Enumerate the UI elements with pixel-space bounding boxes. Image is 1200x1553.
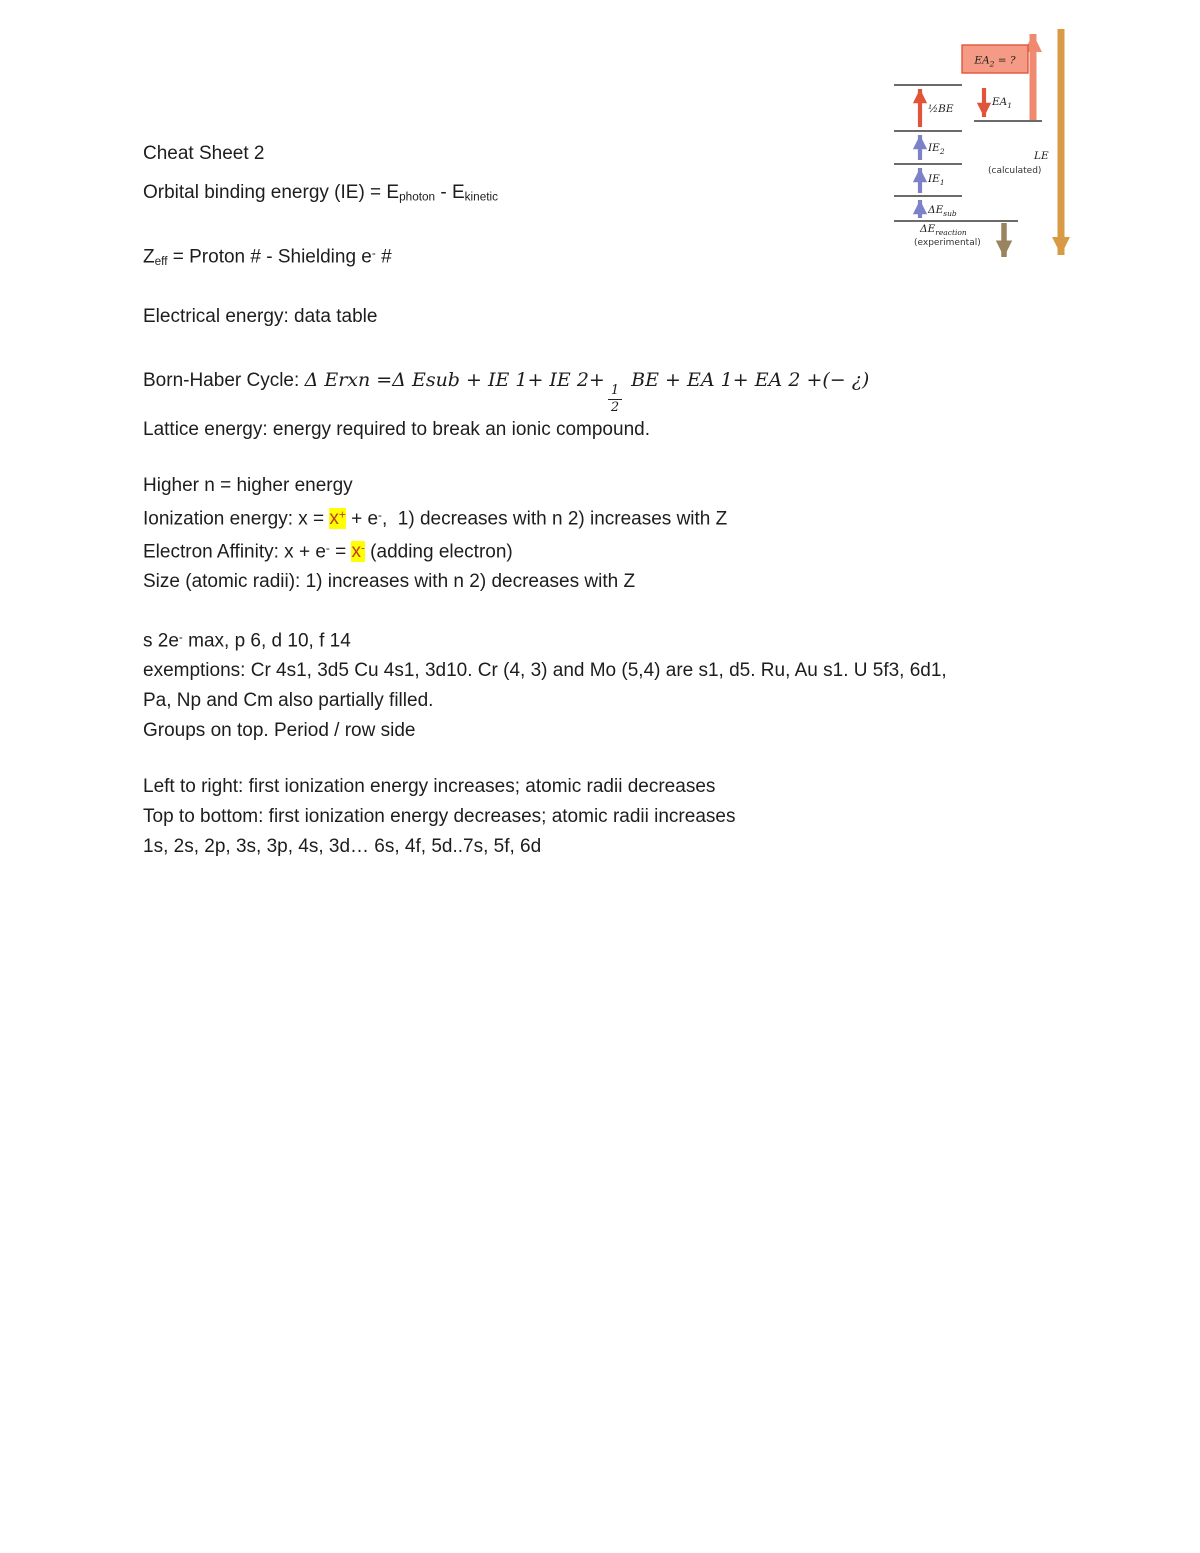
ea2-base: EA <box>974 54 990 67</box>
de-reaction-subscript: reaction <box>935 228 967 237</box>
le-label: LE <box>1034 150 1049 162</box>
zeff-end: # <box>375 245 392 267</box>
highlighted-anion <box>351 541 364 562</box>
highlighted-cation <box>329 508 345 529</box>
ionization-energy-line <box>143 502 1078 532</box>
ea2-question-label <box>973 55 1016 69</box>
fraction-denominator: 2 <box>610 399 620 415</box>
electrical-text: Electrical energy: data table <box>143 306 378 328</box>
de-sub-subscript: sub <box>943 209 957 218</box>
ea1-label <box>991 96 1012 110</box>
zeff-subscript: eff <box>154 254 168 268</box>
ionization-mid: + e <box>345 507 379 529</box>
s-block-electron-charge: - <box>178 631 183 645</box>
ie1-subscript: 1 <box>939 178 945 187</box>
calculated-label: (calculated) <box>988 166 1042 176</box>
born-haber-math-pre: Δ Erxn =Δ Esub + IE 1+ IE 2+ <box>304 369 605 392</box>
ie2-subscript: 2 <box>939 147 945 156</box>
top-bottom-text: Top to bottom: first ionization energy decreases; atomic radii increases <box>143 806 736 828</box>
orbital-sub-photon: photon <box>399 190 436 204</box>
ie2-base: IE <box>928 142 940 154</box>
orbital-pre: Orbital binding energy (IE) = E <box>143 182 400 203</box>
cation-base: x <box>329 507 339 529</box>
ionization-end: , 1) decreases with n 2) increases with Z <box>381 507 728 529</box>
title-text: Cheat Sheet 2 <box>143 143 265 164</box>
ea-pre: Electron Affinity: x + e <box>143 541 326 563</box>
anion-base: x <box>351 541 361 563</box>
page-title <box>143 140 1078 167</box>
document-content <box>143 140 1078 863</box>
ie1-base: IE <box>928 173 940 185</box>
ea1-subscript: 1 <box>1007 101 1013 110</box>
ea-electron-charge: - <box>325 541 330 555</box>
left-right-text: Left to right: first ionization energy increases; atomic radii decreases <box>143 776 716 798</box>
electrical-energy-line <box>143 303 1078 330</box>
orbital-mid: - E <box>435 182 465 203</box>
exemptions-line-1 <box>143 657 1078 684</box>
spacer <box>143 277 1078 303</box>
groups-periods-line <box>143 717 1078 744</box>
zeff-mid: = Proton # - Shielding e <box>167 245 372 267</box>
born-haber-math-post: BE + EA 1+ EA 2 +(− ¿) <box>625 369 870 392</box>
de-sub-base: ΔE <box>928 204 944 216</box>
size-text: Size (atomic radii): 1) increases with n 2) decreases with Z <box>143 571 636 593</box>
ea-end: (adding electron) <box>364 541 513 563</box>
s-block-pre: s 2e <box>143 630 179 652</box>
ionization-pre: Ionization energy: x = <box>143 507 330 529</box>
left-to-right-line <box>143 773 1078 800</box>
lattice-energy-line <box>143 416 1078 443</box>
experimental-label: (experimental) <box>914 238 981 248</box>
lattice-text: Lattice energy: energy required to break an ionic compound. <box>143 418 650 440</box>
born-haber-line <box>143 359 1078 414</box>
spacer <box>143 214 1078 240</box>
half-be-label: ½BE <box>928 103 954 115</box>
top-to-bottom-line <box>143 803 1078 830</box>
groups-text: Groups on top. Period / row side <box>143 720 416 742</box>
exemptions-text-1: exemptions: Cr 4s1, 3d5 Cu 4s1, 3d10. Cr (4, 3) and Mo (5,4) are s1, d5. Ru, Au s1. U 5f3, 6d1, <box>143 660 947 682</box>
born-haber-label: Born-Haber Cycle: <box>143 370 305 392</box>
fraction-numerator: 1 <box>608 384 622 400</box>
orbital-binding-line <box>143 179 1078 211</box>
fraction <box>608 384 622 414</box>
higher-n-text: Higher n = higher energy <box>143 474 353 496</box>
spacer <box>143 598 1078 624</box>
orbital-order-text: 1s, 2s, 2p, 3s, 3p, 4s, 3d… 6s, 4f, 5d..7s, 5f, 6d <box>143 836 542 858</box>
de-reaction-base: ΔE <box>920 223 936 235</box>
orbital-fill-order-line <box>143 833 1078 860</box>
spacer <box>143 446 1078 472</box>
spacer <box>143 333 1078 359</box>
atomic-radii-line <box>143 568 1078 595</box>
electron-affinity-line <box>143 535 1078 565</box>
s-block-line <box>143 624 1078 654</box>
ea-mid: = <box>329 541 352 563</box>
spacer <box>143 747 1078 773</box>
exemptions-text-2: Pa, Np and Cm also partially filled. <box>143 690 434 712</box>
exemptions-line-2 <box>143 687 1078 714</box>
ea2-subscript: 2 <box>989 59 995 69</box>
orbital-sub-kinetic: kinetic <box>464 190 499 204</box>
zeff-sup: - <box>371 246 376 260</box>
cation-charge: + <box>338 508 346 522</box>
s-block-end: max, p 6, d 10, f 14 <box>182 630 351 652</box>
anion-charge: - <box>360 541 365 555</box>
ea2-rest: = ? <box>994 54 1016 67</box>
ea1-base: EA <box>992 96 1008 108</box>
higher-n-line <box>143 472 1078 499</box>
zeff-line <box>143 240 1078 275</box>
zeff-base: Z <box>143 245 155 267</box>
electron-charge: - <box>378 508 382 522</box>
